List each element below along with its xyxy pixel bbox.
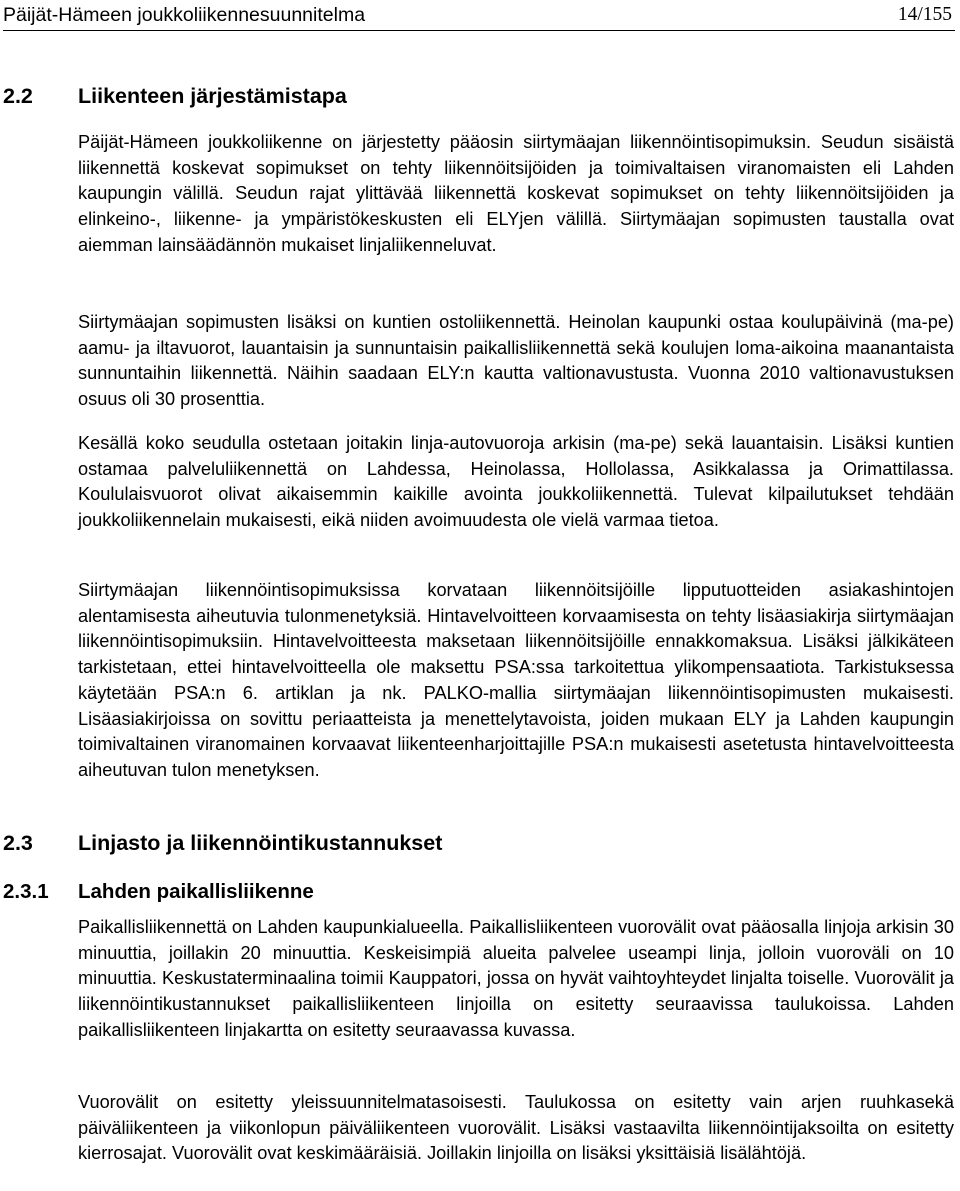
paragraph-6: Vuorovälit on esitetty yleissuunnitelmatasoisesti. Taulukossa on esitetty vain arjen ruuhkasekä päiväliikenteen ja viikonlopun päiväliikenteen vuorovälit. Lisäksi vastaavilta liikennöintijaksoilta on esitetty kierrosajat. Vuorovälit ovat keskimääräisiä. Joillakin linjoilla on lisäksi yksittäisiä lisälähtöjä. — [78, 1092, 954, 1164]
paragraph-1: Päijät-Hämeen joukkoliikenne on järjestetty pääosin siirtymäajan liikennöintisopimuksin. Seudun sisäistä liikennettä koskevat sopimukset on tehty liikennöitsijöiden ja toimivaltaisen viranomaisten eli Lahden kaupungin välillä. Seudun rajat ylittävää liikennettä koskevat sopimukset on tehty liikennöitsijöiden ja elinkeino-, liikenne- ja ympäristökeskusten eli ELYjen välillä. Siirtymäajan sopimusten taustalla ovat aiemman lainsäädännön mukaiset linjaliikenneluvat. — [78, 132, 954, 255]
paragraph-4: Siirtymäajan liikennöintisopimuksissa korvataan liikennöitsijöille lipputuotteiden asiakashintojen alentamisesta aiheutuvia tulonmenetyksiä. Hintavelvoitteen korvaamisesta on tehty lisäasiakirja siirtymäajan liikennöintisopimuksiin. Hintavelvoitteesta maksetaan liikennöitsijöille ennakkomaksua. Lisäksi jälkikäteen tarkistetaan, ettei hintavelvoitteella ole maksettu PSA:ssa tarkoitettua ylikompensaatiota. Tarkistuksessa käytetään PSA:n 6. artiklan ja nk. PALKO-mallia siirtymäajan liikennöintisopimusten mukaisesti. Lisäasiakirjoissa on sovittu periaatteista ja menettelytavoista, joiden mukaan ELY ja Lahden kaupungin toimivaltainen viranomainen korvaavat liikenteenharjoittajille PSA:n mukaisesti asetetusta hintavelvoitteesta aiheutuvan tulon menetyksen. — [78, 580, 954, 780]
page-number: 14/155 — [897, 4, 952, 25]
section-title: Lahden paikallisliikenne — [78, 880, 314, 903]
paragraph-5: Paikallisliikennettä on Lahden kaupunkialueella. Paikallisliikenteen vuorovälit ovat pääosalla linjoja arkisin 30 minuuttia, joillakin 20 minuuttia. Keskeisimpiä alueita palvelee useampi linja, jolloin vuoroväli on 10 minuuttia. Keskustaterminaalina toimii Kauppatori, jossa on hyvät vaihtoyhteydet linjalta toiselle. Vuorovälit ja liikennöintikustannukset paikallisliikenteen linjoilla on esitetty seuraavissa taulukoissa. Lahden paikallisliikenteen linjakartta on esitetty seuraavassa kuvassa. — [78, 917, 954, 1040]
paragraph-3: Kesällä koko seudulla ostetaan joitakin linja-autovuoroja arkisin (ma-pe) sekä lauantaisin. Lisäksi kuntien ostamaa palveluliikennettä on Lahdessa, Heinolassa, Hollolassa, Asikkalassa ja Orimattilassa. Koululaisvuorot olivat aikaisemmin kaikille avointa joukkoliikennettä. Tulevat kilpailutukset tehdään joukkoliikennelain mukaisesti, eikä niiden avoimuudesta ole vielä varmaa tietoa. — [78, 433, 954, 531]
paragraph-2: Siirtymäajan sopimusten lisäksi on kuntien ostoliikennettä. Heinolan kaupunki ostaa koulupäivinä (ma-pe) aamu- ja iltavuorot, lauantaisin ja sunnuntaisin paikallisliikennettä sekä koulujen loma-aikoina maanantaista sunnuntaihin liikennettä. Näihin saadaan ELY:n kautta valtionavustusta. Vuonna 2010 valtionavustuksen osuus oli 30 prosenttia. — [78, 312, 954, 410]
document-title: Päijät-Hämeen joukkoliikennesuunnitelma — [3, 4, 366, 26]
section-number: 2.3 — [3, 831, 33, 855]
section-title: Linjasto ja liikennöintikustannukset — [78, 831, 443, 855]
section-number: 2.2 — [3, 84, 33, 108]
section-number: 2.3.1 — [3, 880, 49, 903]
section-title: Liikenteen järjestämistapa — [78, 84, 347, 108]
page-header — [3, 4, 955, 31]
